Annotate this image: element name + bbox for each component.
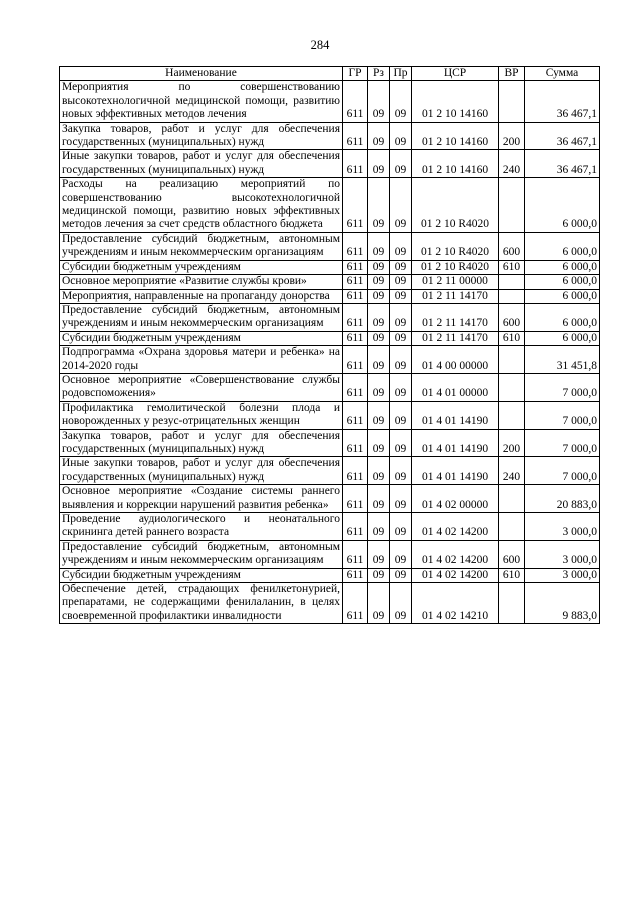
table-row — [60, 122, 600, 150]
cell-name: Обеспечение детей, страдающих фенилкетонурией, препаратами, не содержащими фенилаланин, в целях своевременной профилактики инвалидности — [60, 583, 343, 624]
cell-sum: 31 451,8 — [525, 346, 600, 374]
cell-vr: 610 — [499, 331, 525, 345]
table-row — [60, 568, 600, 582]
cell-gr: 611 — [343, 540, 368, 568]
cell-vr: 240 — [499, 457, 525, 485]
column-header-csr: ЦСР — [412, 67, 499, 81]
cell-name: Подпрограмма «Охрана здоровья матери и ребенка» на 2014-2020 годы — [60, 346, 343, 374]
table-row — [60, 346, 600, 374]
cell-pr: 09 — [390, 122, 412, 150]
cell-gr: 611 — [343, 303, 368, 331]
page-number: 284 — [310, 38, 330, 52]
cell-sum: 20 883,0 — [525, 485, 600, 513]
table-row — [60, 289, 600, 303]
cell-csr: 01 4 02 14200 — [412, 568, 499, 582]
cell-vr: 600 — [499, 232, 525, 260]
cell-gr: 611 — [343, 122, 368, 150]
cell-gr: 611 — [343, 178, 368, 233]
cell-csr: 01 2 10 14160 — [412, 150, 499, 178]
cell-name: Мероприятия по совершенствованию высокотехнологичной медицинской помощи, развитию новых эффективных методов лечения — [60, 81, 343, 122]
cell-gr: 611 — [343, 346, 368, 374]
cell-sum: 6 000,0 — [525, 303, 600, 331]
cell-pr: 09 — [390, 373, 412, 401]
cell-name: Субсидии бюджетным учреждениям — [60, 568, 343, 582]
table-row — [60, 232, 600, 260]
cell-pr: 09 — [390, 331, 412, 345]
cell-csr: 01 2 11 14170 — [412, 289, 499, 303]
cell-rz: 09 — [368, 568, 390, 582]
cell-vr — [499, 373, 525, 401]
cell-name: Субсидии бюджетным учреждениям — [60, 260, 343, 274]
cell-csr: 01 2 11 14170 — [412, 303, 499, 331]
cell-name: Расходы на реализацию мероприятий по совершенствованию высокотехнологичной медицинской помощи, развитию новых эффективных методов лечения за счет средств областного бюджета — [60, 178, 343, 233]
cell-rz: 09 — [368, 373, 390, 401]
column-header-pr: Пр — [390, 67, 412, 81]
budget-table — [59, 66, 600, 624]
cell-rz: 09 — [368, 232, 390, 260]
cell-sum: 7 000,0 — [525, 401, 600, 429]
cell-rz: 09 — [368, 150, 390, 178]
cell-rz: 09 — [368, 346, 390, 374]
cell-gr: 611 — [343, 373, 368, 401]
cell-vr — [499, 178, 525, 233]
cell-sum: 6 000,0 — [525, 260, 600, 274]
cell-name: Основное мероприятие «Развитие службы крови» — [60, 275, 343, 289]
cell-vr — [499, 485, 525, 513]
cell-vr — [499, 289, 525, 303]
table-row — [60, 303, 600, 331]
cell-pr: 09 — [390, 401, 412, 429]
column-header-vr: ВР — [499, 67, 525, 81]
table-row — [60, 331, 600, 345]
cell-pr: 09 — [390, 289, 412, 303]
cell-name: Предоставление субсидий бюджетным, автономным учреждениям и иным некоммерческим организациям — [60, 232, 343, 260]
cell-csr: 01 4 01 14190 — [412, 457, 499, 485]
cell-csr: 01 4 02 14200 — [412, 540, 499, 568]
cell-sum: 7 000,0 — [525, 457, 600, 485]
cell-csr: 01 4 01 00000 — [412, 373, 499, 401]
table-row — [60, 457, 600, 485]
cell-gr: 611 — [343, 150, 368, 178]
cell-sum: 6 000,0 — [525, 331, 600, 345]
cell-pr: 09 — [390, 178, 412, 233]
cell-gr: 611 — [343, 232, 368, 260]
column-header-gr: ГР — [343, 67, 368, 81]
cell-gr: 611 — [343, 485, 368, 513]
cell-vr: 200 — [499, 429, 525, 457]
cell-gr: 611 — [343, 81, 368, 122]
cell-gr: 611 — [343, 275, 368, 289]
cell-gr: 611 — [343, 401, 368, 429]
cell-pr: 09 — [390, 457, 412, 485]
table-row — [60, 429, 600, 457]
cell-pr: 09 — [390, 429, 412, 457]
cell-name: Профилактика гемолитической болезни плода и новорожденных у резус-отрицательных женщин — [60, 401, 343, 429]
cell-pr: 09 — [390, 346, 412, 374]
cell-vr — [499, 583, 525, 624]
cell-pr: 09 — [390, 540, 412, 568]
cell-sum: 7 000,0 — [525, 429, 600, 457]
cell-csr: 01 4 02 00000 — [412, 485, 499, 513]
table-row — [60, 150, 600, 178]
cell-csr: 01 2 10 R4020 — [412, 260, 499, 274]
cell-vr: 610 — [499, 568, 525, 582]
cell-rz: 09 — [368, 178, 390, 233]
cell-vr: 240 — [499, 150, 525, 178]
cell-gr: 611 — [343, 260, 368, 274]
cell-rz: 09 — [368, 513, 390, 541]
table-row — [60, 401, 600, 429]
cell-csr: 01 2 11 00000 — [412, 275, 499, 289]
cell-pr: 09 — [390, 150, 412, 178]
cell-name: Основное мероприятие «Создание системы раннего выявления и коррекции нарушений развития ребенка» — [60, 485, 343, 513]
cell-name: Закупка товаров, работ и услуг для обеспечения государственных (муниципальных) нужд — [60, 429, 343, 457]
cell-pr: 09 — [390, 81, 412, 122]
cell-csr: 01 4 02 14200 — [412, 513, 499, 541]
cell-name: Закупка товаров, работ и услуг для обеспечения государственных (муниципальных) нужд — [60, 122, 343, 150]
cell-pr: 09 — [390, 260, 412, 274]
cell-sum: 36 467,1 — [525, 122, 600, 150]
cell-sum: 6 000,0 — [525, 232, 600, 260]
cell-sum: 3 000,0 — [525, 540, 600, 568]
cell-vr — [499, 275, 525, 289]
cell-sum: 3 000,0 — [525, 513, 600, 541]
cell-vr: 610 — [499, 260, 525, 274]
table-row — [60, 178, 600, 233]
cell-rz: 09 — [368, 122, 390, 150]
cell-sum: 6 000,0 — [525, 289, 600, 303]
cell-csr: 01 2 10 R4020 — [412, 178, 499, 233]
cell-csr: 01 4 00 00000 — [412, 346, 499, 374]
cell-vr — [499, 401, 525, 429]
cell-name: Основное мероприятие «Совершенствование службы родовспоможения» — [60, 373, 343, 401]
table-row — [60, 275, 600, 289]
column-header-rz: Рз — [368, 67, 390, 81]
cell-csr: 01 2 11 14170 — [412, 331, 499, 345]
cell-csr: 01 4 02 14210 — [412, 583, 499, 624]
table-row — [60, 485, 600, 513]
cell-vr: 200 — [499, 122, 525, 150]
cell-name: Предоставление субсидий бюджетным, автономным учреждениям и иным некоммерческим организациям — [60, 540, 343, 568]
cell-name: Субсидии бюджетным учреждениям — [60, 331, 343, 345]
cell-name: Предоставление субсидий бюджетным, автономным учреждениям и иным некоммерческим организациям — [60, 303, 343, 331]
cell-csr: 01 2 10 R4020 — [412, 232, 499, 260]
cell-rz: 09 — [368, 485, 390, 513]
cell-pr: 09 — [390, 513, 412, 541]
cell-vr: 600 — [499, 303, 525, 331]
cell-gr: 611 — [343, 289, 368, 303]
cell-sum: 9 883,0 — [525, 583, 600, 624]
cell-gr: 611 — [343, 457, 368, 485]
column-header-name: Наименование — [60, 67, 343, 81]
cell-rz: 09 — [368, 260, 390, 274]
cell-sum: 36 467,1 — [525, 150, 600, 178]
cell-vr — [499, 81, 525, 122]
cell-rz: 09 — [368, 583, 390, 624]
cell-sum: 6 000,0 — [525, 178, 600, 233]
cell-sum: 3 000,0 — [525, 568, 600, 582]
cell-gr: 611 — [343, 429, 368, 457]
cell-gr: 611 — [343, 583, 368, 624]
cell-gr: 611 — [343, 568, 368, 582]
cell-gr: 611 — [343, 513, 368, 541]
cell-vr — [499, 513, 525, 541]
cell-pr: 09 — [390, 232, 412, 260]
cell-pr: 09 — [390, 568, 412, 582]
cell-name: Иные закупки товаров, работ и услуг для обеспечения государственных (муниципальных) нужд — [60, 457, 343, 485]
cell-pr: 09 — [390, 583, 412, 624]
cell-rz: 09 — [368, 401, 390, 429]
cell-name: Иные закупки товаров, работ и услуг для обеспечения государственных (муниципальных) нужд — [60, 150, 343, 178]
cell-rz: 09 — [368, 331, 390, 345]
cell-vr: 600 — [499, 540, 525, 568]
table-header-row — [60, 67, 600, 81]
table-row — [60, 260, 600, 274]
cell-sum: 36 467,1 — [525, 81, 600, 122]
cell-name: Проведение аудиологического и неонатального скрининга детей раннего возраста — [60, 513, 343, 541]
cell-rz: 09 — [368, 275, 390, 289]
table-row — [60, 513, 600, 541]
cell-pr: 09 — [390, 485, 412, 513]
table-row — [60, 81, 600, 122]
column-header-sum: Сумма — [525, 67, 600, 81]
cell-sum: 7 000,0 — [525, 373, 600, 401]
cell-name: Мероприятия, направленные на пропаганду донорства — [60, 289, 343, 303]
cell-csr: 01 4 01 14190 — [412, 401, 499, 429]
cell-pr: 09 — [390, 275, 412, 289]
cell-csr: 01 4 01 14190 — [412, 429, 499, 457]
cell-gr: 611 — [343, 331, 368, 345]
table-row — [60, 373, 600, 401]
cell-pr: 09 — [390, 303, 412, 331]
cell-rz: 09 — [368, 540, 390, 568]
cell-sum: 6 000,0 — [525, 275, 600, 289]
cell-csr: 01 2 10 14160 — [412, 122, 499, 150]
cell-rz: 09 — [368, 303, 390, 331]
cell-rz: 09 — [368, 81, 390, 122]
cell-rz: 09 — [368, 457, 390, 485]
table-row — [60, 583, 600, 624]
table-row — [60, 540, 600, 568]
cell-csr: 01 2 10 14160 — [412, 81, 499, 122]
cell-rz: 09 — [368, 289, 390, 303]
cell-rz: 09 — [368, 429, 390, 457]
cell-vr — [499, 346, 525, 374]
